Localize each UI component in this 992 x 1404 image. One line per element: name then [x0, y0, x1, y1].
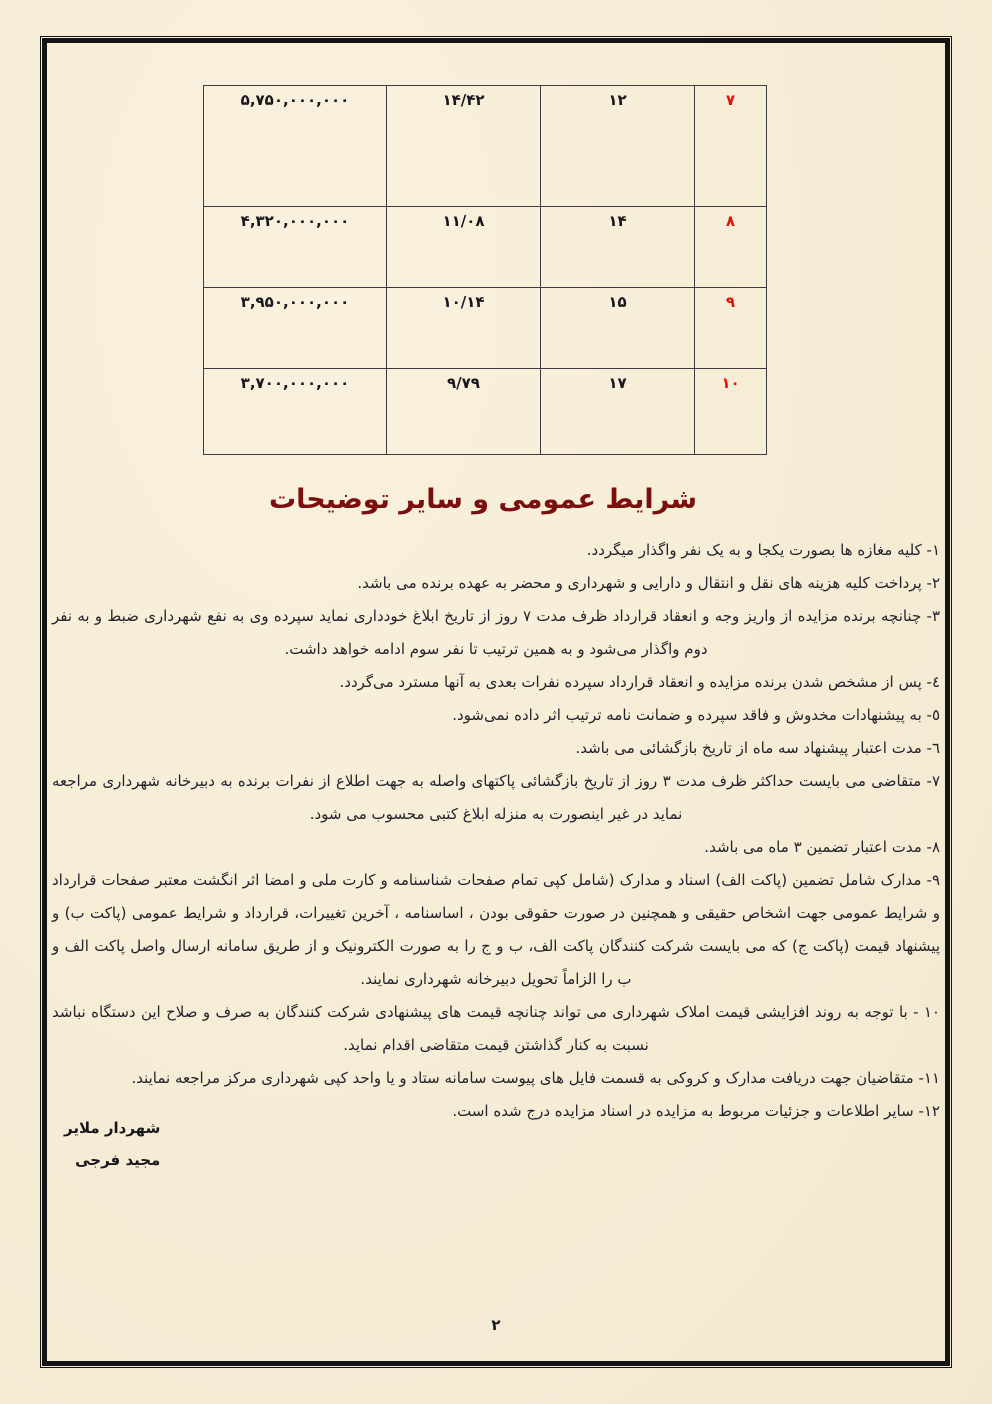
table-cell-rate: ۱۰/۱۴ — [387, 288, 541, 369]
table-cell-count: ۱۷ — [541, 369, 695, 455]
list-item: ۱- کلیه مغازه ها بصورت یکجا و به یک نفر واگذار میگردد. — [586, 541, 940, 559]
table-cell-count: ۱۲ — [541, 86, 695, 207]
table-cell-row-number: ۱۰ — [695, 369, 767, 455]
table-row — [204, 207, 767, 288]
table-cell-rate: ۱۴/۴۲ — [387, 86, 541, 207]
list-item: ۱۲- سایر اطلاعات و جزئیات مربوط به مزایده در اسناد مزایده درج شده است. — [452, 1102, 940, 1120]
list-item: ۸- مدت اعتبار تضمین ۳ ماه می باشد. — [704, 838, 940, 856]
signature-name: مجید فرجی — [75, 1151, 161, 1169]
list-item: ۷- متقاضی می بایست حداکثر ظرف مدت ۳ روز از تاریخ بازگشائی پاکتهای واصله به جهت اطلاع از نفرات برنده به دبیرخانه شهرداری مراجعه نماید در غیر اینصورت به منزله ابلاغ کتبی محسوب می شود. — [52, 772, 940, 823]
table-cell-rate: ۱۱/۰۸ — [387, 207, 541, 288]
list-item: ۲- پرداخت کلیه هزینه های نقل و انتقال و دارایی و شهرداری و محضر به عهده برنده می باشد. — [357, 574, 940, 592]
list-item: ۹- مدارک شامل تضمین (پاکت الف) اسناد و مدارک (شامل کپی تمام صفحات شناسنامه و کارت ملی و امضا اثر انگشت معتبر صفحات قرارداد و شرایط عمومی جهت اشخاص حقیقی و همچنین در صورت حقوقی بودن ، اساسنامه ، آخرین تغییرات، قرارداد و شرایط عمومی (پاکت ب) و پیشنهاد قیمت (پاکت ج) که می بایست شرکت کنندگان پاکت الف، ب و ج را به صورت الکترونیک و از طریق سامانه ارسال واصل پاکت الف و ب را الزاماً تحویل دبیرخانه شهرداری نمایند. — [52, 871, 940, 988]
table-cell-count: ۱۵ — [541, 288, 695, 369]
table-cell-count: ۱۴ — [541, 207, 695, 288]
list-item: ۳- چنانچه برنده مزایده از واریز وجه و انعقاد قرارداد ظرف مدت ۷ روز از تاریخ ابلاغ خودداری نماید سپرده وی به نفع شهرداری ضبط و به نفر دوم واگذار می‌شود و به همین ترتیب تا نفر سوم ادامه خواهد داشت. — [52, 607, 940, 658]
signature-block — [64, 1112, 160, 1176]
table-row — [204, 86, 767, 207]
table-cell-amount: ۴,۳۲۰,۰۰۰,۰۰۰ — [204, 207, 387, 288]
list-item: ٥- به پیشنهادات مخدوش و فاقد سپرده و ضمانت نامه ترتیب اثر داده نمی‌شود. — [452, 706, 940, 724]
page-number: ۲ — [491, 1316, 501, 1334]
list-item: ۱۰ - با توجه به روند افزایشی قیمت املاک شهرداری می تواند چنانچه قیمت های پیشنهادی شرکت کنندگان به صرف و صلاح این دستگاه نباشد نسبت به کنار گذاشتن قیمت متقاضی اقدام نماید. — [52, 1003, 940, 1054]
auction-results-table — [203, 85, 767, 455]
table-cell-row-number: ۹ — [695, 288, 767, 369]
table-row — [204, 369, 767, 455]
table-cell-amount: ۳,۹۵۰,۰۰۰,۰۰۰ — [204, 288, 387, 369]
table-cell-row-number: ۷ — [695, 86, 767, 207]
table-cell-amount: ۵,۷۵۰,۰۰۰,۰۰۰ — [204, 86, 387, 207]
table-cell-amount: ۳,۷۰۰,۰۰۰,۰۰۰ — [204, 369, 387, 455]
signature-title: شهردار ملایر — [64, 1119, 161, 1137]
section-title: شرایط عمومی و سایر توضیحات — [268, 484, 698, 515]
table-cell-rate: ۹/۷۹ — [387, 369, 541, 455]
list-item: ٤- پس از مشخص شدن برنده مزایده و انعقاد قرارداد سپرده نفرات بعدی به آنها مسترد می‌گردد. — [339, 673, 940, 691]
list-item: ٦- مدت اعتبار پیشنهاد سه ماه از تاریخ بازگشائی می باشد. — [575, 739, 940, 757]
terms-list — [52, 534, 940, 1128]
table-row — [204, 288, 767, 369]
list-item: ۱۱- متقاضیان جهت دریافت مدارک و کروکی به قسمت فایل های پیوست سامانه ستاد و یا واحد کپی شهرداری مرکز مراجعه نمایند. — [131, 1069, 940, 1087]
table-cell-row-number: ۸ — [695, 207, 767, 288]
